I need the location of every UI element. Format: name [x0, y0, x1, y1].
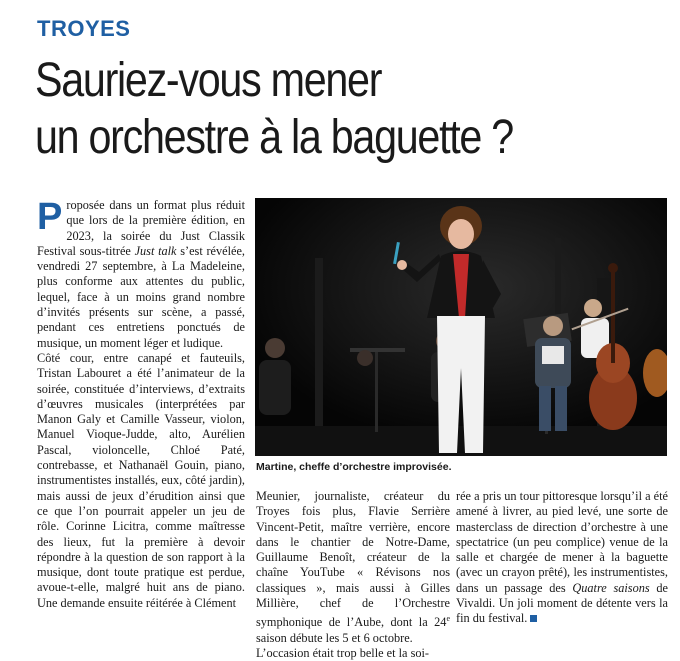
headline	[35, 52, 585, 166]
article-column-1	[37, 198, 245, 611]
drop-cap: P	[37, 196, 63, 238]
paragraph-intro: Proposée dans un format plus réduit que lors de la première édition, en 2023, la soirée du Just Classik Festival sous-titrée Just talk s’est révélée, vendredi 27 septembre, à La Madeleine, plus conforme aux attentes du public, lequel, face à un moins grand nombre d’invités présents sur scène, a passé, pendant ces entretiens ponctués de musique, un moment léger et ludique.	[37, 196, 246, 350]
end-of-article-square-icon	[530, 615, 537, 622]
headline-line-1: Sauriez-vous mener	[35, 54, 382, 107]
paragraph-4: L’occasion était trop belle et la soi-	[256, 646, 430, 661]
paragraph-2: Côté cour, entre canapé et fauteuils, Tristan Labouret a été l’animateur de la soirée, constituée d’interviews, d’extraits d’œuvres musicales (interprétées par Manon Galy et Camille Vasseur, violon, Manuel Vioque-Judde, alto, Aurélien Pascal, violoncelle, Chloé Paté, contrebasse, et Nathanaël Gouin, piano, instrumentistes installés, eux, côté jardin), mais aussi de jeux d’érudition ainsi que ce que l’on pourrait appeler un jeu de rôle. Corinne Licitra, comme maîtresse des lieux, fut la première à devoir répondre à la question de son rapport à la musique, dont toute pratique est perdue, avoue-t-elle, malgré huit ans de piano. Une demande ensuite réitérée à Clément	[37, 350, 245, 610]
article-column-2	[256, 489, 450, 661]
orchestra-photo-illustration	[255, 198, 667, 456]
article-column-3	[456, 489, 668, 627]
paragraph-5: rée a pris un tour pittoresque lorsqu’il a été amené à livrer, au pied levé, une sorte de masterclass de direction d’orchestre à une spectatrice (un peu complice) venue de la salle et chargée de mener à la baguette (avec un crayon prêté), les instrumentistes, dans un passage des Quatre saisons de Vivaldi. Un joli moment de détente vers la fin du festival.	[456, 489, 668, 626]
article-photo	[255, 198, 667, 456]
headline-line-2: un orchestre à la baguette ?	[35, 111, 513, 164]
kicker: TROYES	[37, 16, 131, 41]
photo-caption: Martine, cheffe d’orchestre improvisée.	[256, 461, 452, 473]
paragraph-3: Meunier, journaliste, créateur du Troyes fois plus, Flavie Serrière Vincent-Petit, maître verrière, encore dans le chantier de Notre-Dame, Guillaume Benoît, créateur de la chaîne YouTube « Révisons nos classiques », mais aussi à Gilles Millière, chef de l’Orchestre symphonique de l’Aube, dont la 24e saison débute les 5 et 6 octobre.	[256, 489, 450, 645]
